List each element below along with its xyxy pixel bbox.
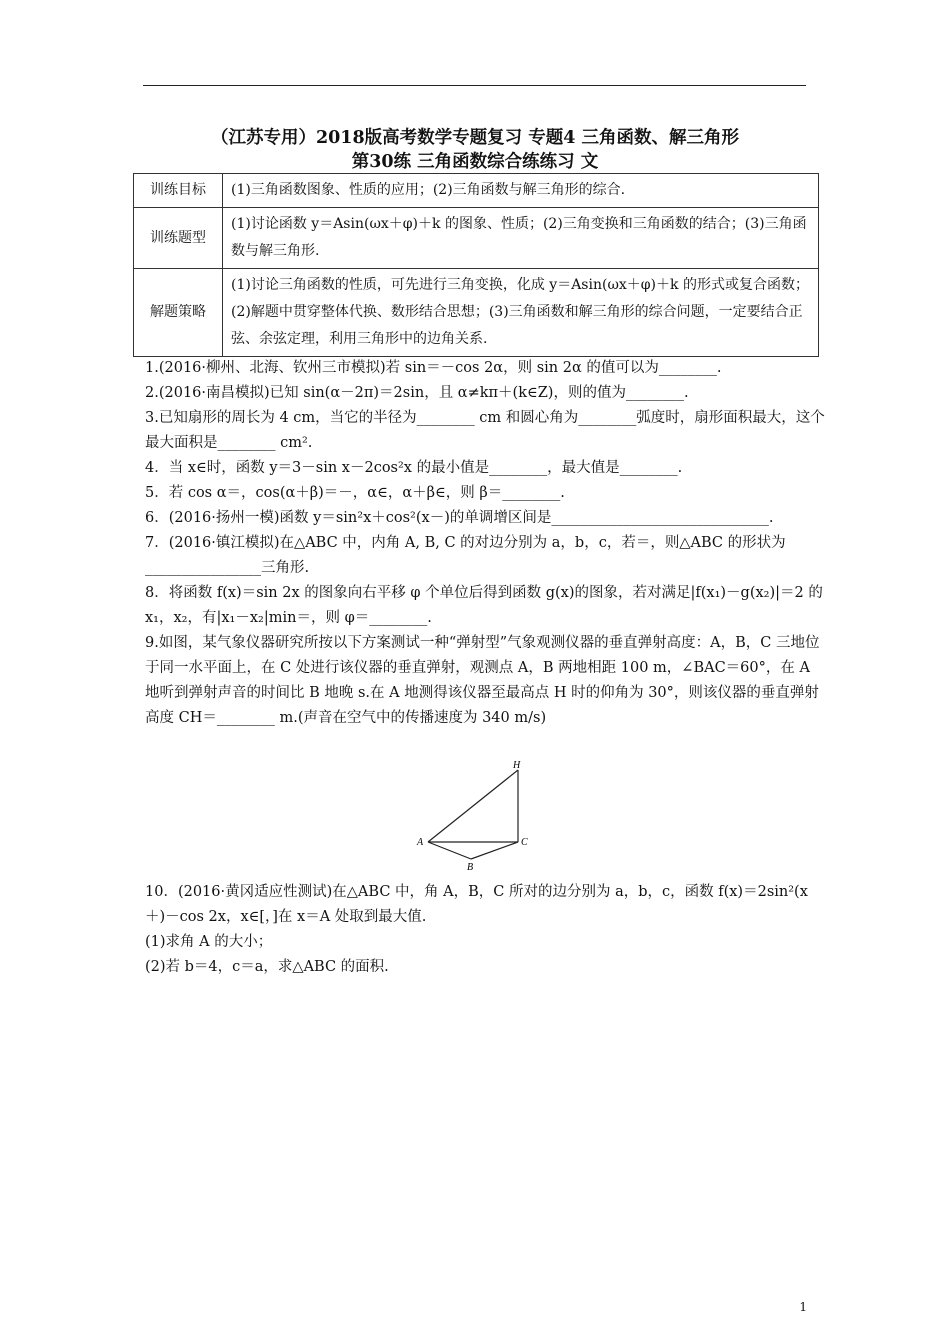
table-key: 训练题型 bbox=[134, 208, 223, 269]
triangle-figure bbox=[405, 755, 545, 880]
table-value: (1)三角函数图象、性质的应用；(2)三角函数与解三角形的综合. bbox=[223, 174, 819, 208]
table-row bbox=[134, 269, 819, 357]
question-5: 5．若 cos α＝，cos(α＋β)＝－，α∈，α＋β∈，则 β＝________. bbox=[145, 485, 565, 501]
table-value: (1)讨论三角函数的性质，可先进行三角变换，化成 y＝Asin(ωx＋φ)＋k 的形式或复合函数；(2)解题中贯穿整体代换、数形结合思想；(3)三角函数和解三角形的综合问题，一定要结合正弦、余弦定理，利用三角形中的边角关系. bbox=[223, 269, 819, 357]
table-row bbox=[134, 174, 819, 208]
top-rule bbox=[143, 85, 806, 86]
doc-title-line2: 第30练 三角函数综合练练习 文 bbox=[351, 152, 599, 172]
question-8: 8．将函数 f(x)＝sin 2x 的图象向右平移 φ 个单位后得到函数 g(x)的图象，若对满足|f(x₁)－g(x₂)|＝2 的 x₁，x₂，有|x₁－x₂|min＝，则 φ＝________. bbox=[145, 585, 823, 626]
training-table bbox=[133, 173, 819, 357]
question-6: 6．(2016·扬州一模)函数 y＝sin²x＋cos²(x－)的单调增区间是______________________________. bbox=[145, 510, 774, 526]
edge-bc bbox=[471, 842, 518, 859]
label-h: H bbox=[513, 760, 521, 771]
question-2: 2.(2016·南昌模拟)已知 sin(α－2π)＝2sin，且 α≠kπ＋(k∈Z)，则的值为________. bbox=[145, 385, 689, 401]
doc-title-line1: （江苏专用）2018版高考数学专题复习 专题4 三角函数、解三角形 bbox=[210, 128, 740, 148]
question-4: 4．当 x∈时，函数 y＝3－sin x－2cos²x 的最小值是________，最大值是________. bbox=[145, 460, 683, 476]
question-1: 1.(2016·柳州、北海、钦州三市模拟)若 sin＝－cos 2α，则 sin 2α 的值可以为________. bbox=[145, 360, 722, 376]
question-10-part1: (1)求角 A 的大小； bbox=[145, 934, 273, 950]
edge-ah bbox=[428, 770, 518, 842]
edge-ab bbox=[428, 842, 471, 859]
question-10-part2: (2)若 b＝4，c＝a，求△ABC 的面积. bbox=[145, 959, 389, 975]
question-9: 9.如图，某气象仪器研究所按以下方案测试一种“弹射型”气象观测仪器的垂直弹射高度：A，B，C 三地位于同一水平面上，在 C 处进行该仪器的垂直弹射，观测点 A，B 两地相距 100 m，∠BAC＝60°，在 A 地听到弹射声音的时间比 B 地晚 s.在 A 地测得该仪器至最高点 H 时的仰角为 30°，则该仪器的垂直弹射高度 CH＝________ m.(声音在空气中的传播速度为 340 m/s) bbox=[145, 635, 820, 726]
question-7: 7．(2016·镇江模拟)在△ABC 中，内角 A, B, C 的对边分别为 a，b，c，若＝，则△ABC 的形状为________________三角形. bbox=[145, 535, 786, 576]
label-a: A bbox=[417, 837, 424, 848]
table-key: 训练目标 bbox=[134, 174, 223, 208]
question-3: 3.已知扇形的周长为 4 cm，当它的半径为________ cm 和圆心角为________弧度时，扇形面积最大，这个最大面积是________ cm². bbox=[145, 410, 825, 451]
question-10: 10．(2016·黄冈适应性测试)在△ABC 中，角 A，B，C 所对的边分别为 a，b，c，函数 f(x)＝2sin²(x＋)－cos 2x，x∈[，]在 x＝A 处取到最大值. bbox=[145, 884, 808, 925]
table-value: (1)讨论函数 y＝Asin(ωx＋φ)＋k 的图象、性质；(2)三角变换和三角函数的结合；(3)三角函数与解三角形. bbox=[223, 208, 819, 269]
page-number: 1 bbox=[799, 1300, 807, 1314]
label-c: C bbox=[521, 837, 528, 848]
table-key: 解题策略 bbox=[134, 269, 223, 357]
label-b: B bbox=[467, 862, 474, 873]
table-row bbox=[134, 208, 819, 269]
